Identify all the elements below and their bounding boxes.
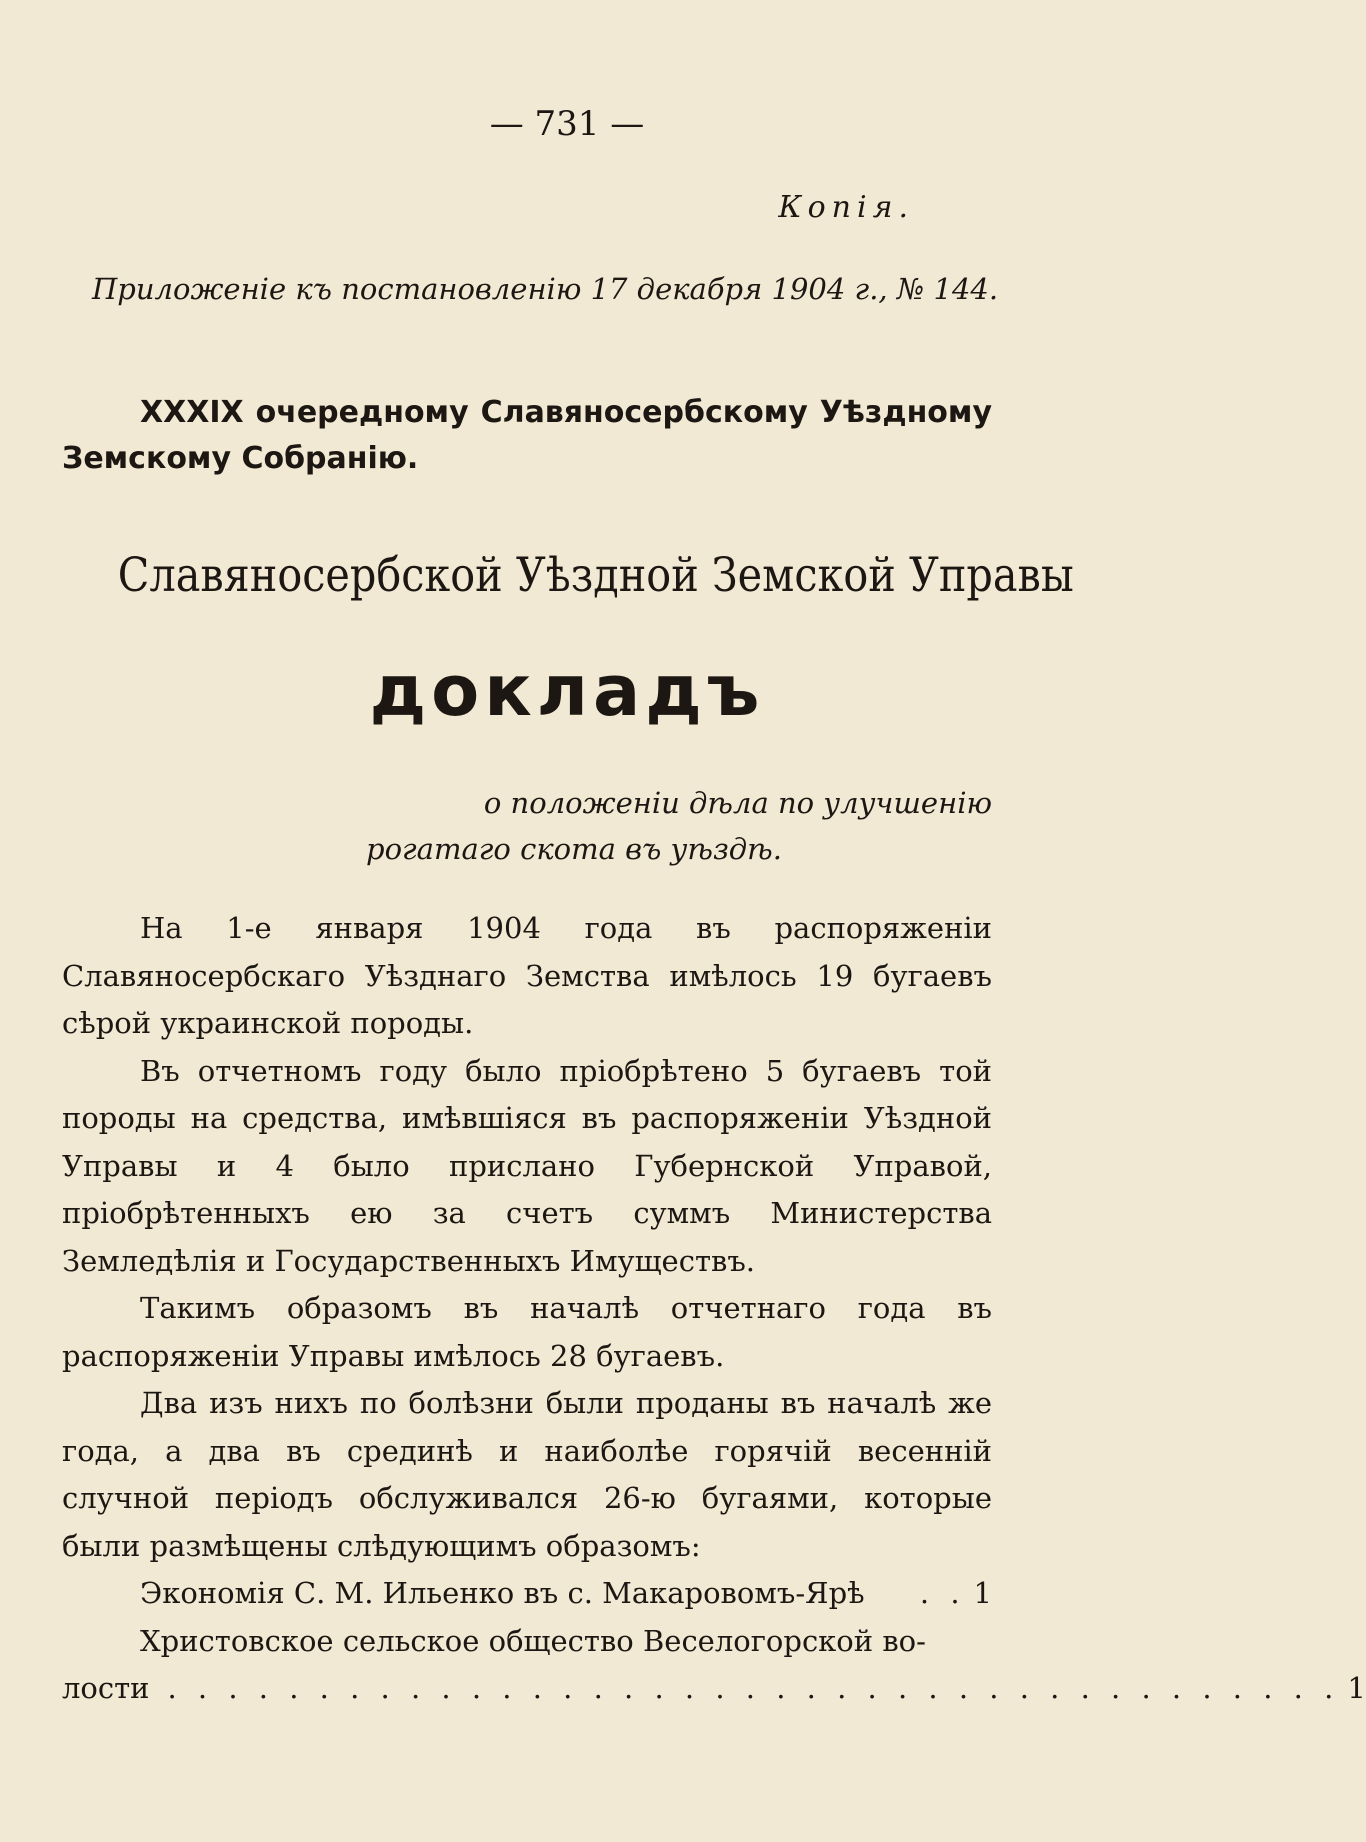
entry-count: 1 — [1347, 1671, 1366, 1705]
body-text — [62, 905, 1366, 1713]
paragraph: Такимъ образомъ въ началѣ отчетнаго года въ распоряженiи Управы имѣлось 28 бугаевъ. — [62, 1291, 992, 1373]
subject-line-2: рогатаго скота въ уѣздѣ. — [366, 832, 782, 866]
page-number: — 731 — — [489, 104, 645, 144]
list-item — [62, 1570, 992, 1618]
appendix-line: Приложенiе къ постановленiю 17 декабря 1904 г., № 144. — [92, 272, 999, 306]
copy-label: Копiя. — [778, 190, 914, 225]
report-title: докладъ — [369, 650, 765, 732]
leader-dots: . . — [919, 1576, 966, 1610]
addressee-heading: XXXIX очередному Славяносербскому Уѣздному Земскому Собранiю. — [62, 395, 992, 476]
paragraph: Два изъ нихъ по болѣзни были проданы въ началѣ же года, а два въ срединѣ и наиболѣе горячiй весеннiй случной перiодъ обслуживался 26-ю бугаями, которые были размѣщены слѣдующимъ образомъ: — [62, 1386, 992, 1563]
paragraph: Въ отчетномъ году было прiобрѣтено 5 бугаевъ той породы на средства, имѣвшiяся въ распоряженiи Уѣздной Управы и 4 было прислано Губернской Управой, прiобрѣтенныхъ ею за счетъ суммъ Министерства Земледѣлiя и Государственныхъ Имуществъ. — [62, 1053, 992, 1278]
board-title: Славяносербской Уѣздной Земской Управы — [117, 548, 1074, 603]
list-item-continuation — [62, 1665, 1366, 1713]
entry-label: лости — [62, 1671, 150, 1705]
paragraph: На 1-е января 1904 года въ распоряженiи Славяносербскаго Уѣзднаго Земства имѣлось 19 бугаевъ сѣрой украинской породы. — [62, 911, 992, 1040]
list-item — [62, 1618, 992, 1666]
report-subject — [360, 780, 992, 872]
entry-label: Христовское сельское общество Веселогорской во- — [140, 1623, 926, 1658]
subject-line-1: о положенiи дѣла по улучшенiю — [483, 786, 992, 820]
entry-count: 1 — [973, 1576, 992, 1610]
entry-label: Экономiя С. М. Ильенко въ с. Макаровомъ-Ярѣ — [140, 1576, 865, 1610]
leader-dots: . . . . . . . . . . . . . . . . . . . . . . . . . . . . . . . . . . . . . . . — [167, 1671, 1340, 1705]
